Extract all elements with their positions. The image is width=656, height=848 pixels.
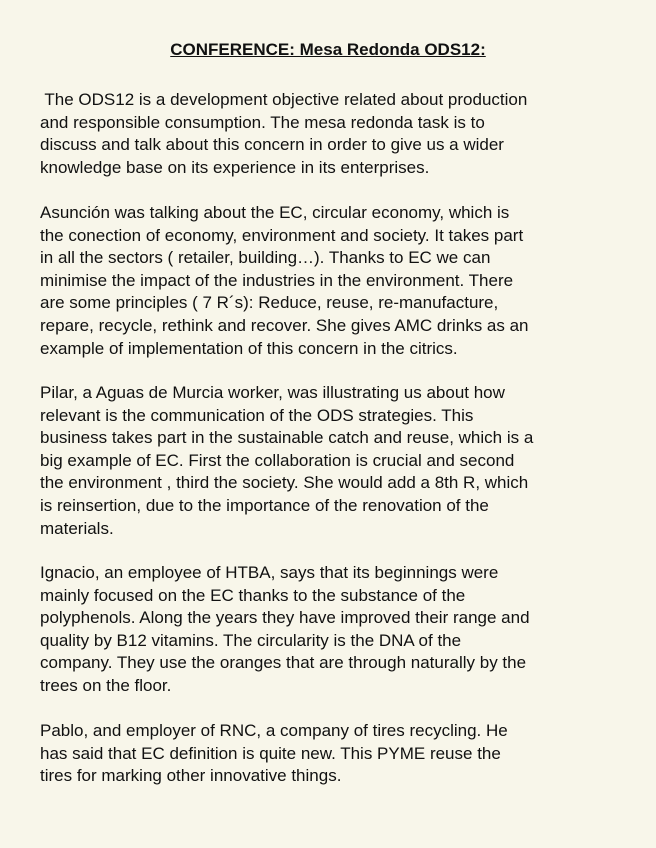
- text-line: the environment , third the society. She would add a 8th R, which: [40, 473, 529, 493]
- paragraph-ignacio: [40, 562, 530, 698]
- text-line: trees on the floor.: [40, 675, 172, 695]
- text-line: Pilar, a Aguas de Murcia worker, was illustrating us about how: [40, 383, 505, 402]
- paragraph-pablo: [40, 720, 508, 788]
- text-line: has said that EC definition is quite new. This PYME reuse the: [40, 743, 501, 763]
- text-line: in all the sectors ( retailer, building…). Thanks to EC we can: [40, 248, 491, 268]
- text-line: the conection of economy, environment and society. It takes part: [40, 225, 524, 245]
- text-line: is reinsertion, due to the importance of the renovation of the: [40, 495, 489, 515]
- text-line: The ODS12 is a development objective related about production: [40, 90, 528, 109]
- document-title: CONFERENCE: Mesa Redonda ODS12:: [170, 40, 486, 59]
- text-line: repare, recycle, rethink and recover. She gives AMC drinks as an: [40, 315, 529, 335]
- text-line: and responsible consumption. The mesa redonda task is to: [40, 112, 485, 132]
- text-line: minimise the impact of the industries in the environment. There: [40, 270, 514, 290]
- text-line: example of implementation of this concern in the citrics.: [40, 338, 458, 358]
- text-line: big example of EC. First the collaboration is crucial and second: [40, 450, 515, 470]
- text-line: company. They use the oranges that are through naturally by the: [40, 653, 527, 673]
- paragraph-asuncion: [40, 202, 529, 360]
- text-line: Ignacio, an employee of HTBA, says that its beginnings were: [40, 563, 499, 582]
- text-line: are some principles ( 7 R´s): Reduce, reuse, re-manufacture,: [40, 293, 499, 313]
- text-line: knowledge base on its experience in its enterprises.: [40, 157, 430, 177]
- text-line: polyphenols. Along the years they have improved their range and: [40, 608, 530, 628]
- text-line: quality by B12 vitamins. The circularity is the DNA of the: [40, 630, 462, 650]
- text-line: mainly focused on the EC thanks to the substance of the: [40, 585, 466, 605]
- text-line: relevant is the communication of the ODS strategies. This: [40, 405, 474, 425]
- text-line: materials.: [40, 518, 114, 538]
- paragraph-pilar: [40, 382, 533, 540]
- text-line: Pablo, and employer of RNC, a company of tires recycling. He: [40, 721, 508, 740]
- text-line: Asunción was talking about the EC, circular economy, which is: [40, 203, 510, 222]
- text-line: business takes part in the sustainable catch and reuse, which is a: [40, 428, 534, 448]
- paragraph-intro: [40, 89, 527, 179]
- text-line: tires for marking other innovative things.: [40, 766, 342, 786]
- text-line: discuss and talk about this concern in order to give us a wider: [40, 135, 504, 155]
